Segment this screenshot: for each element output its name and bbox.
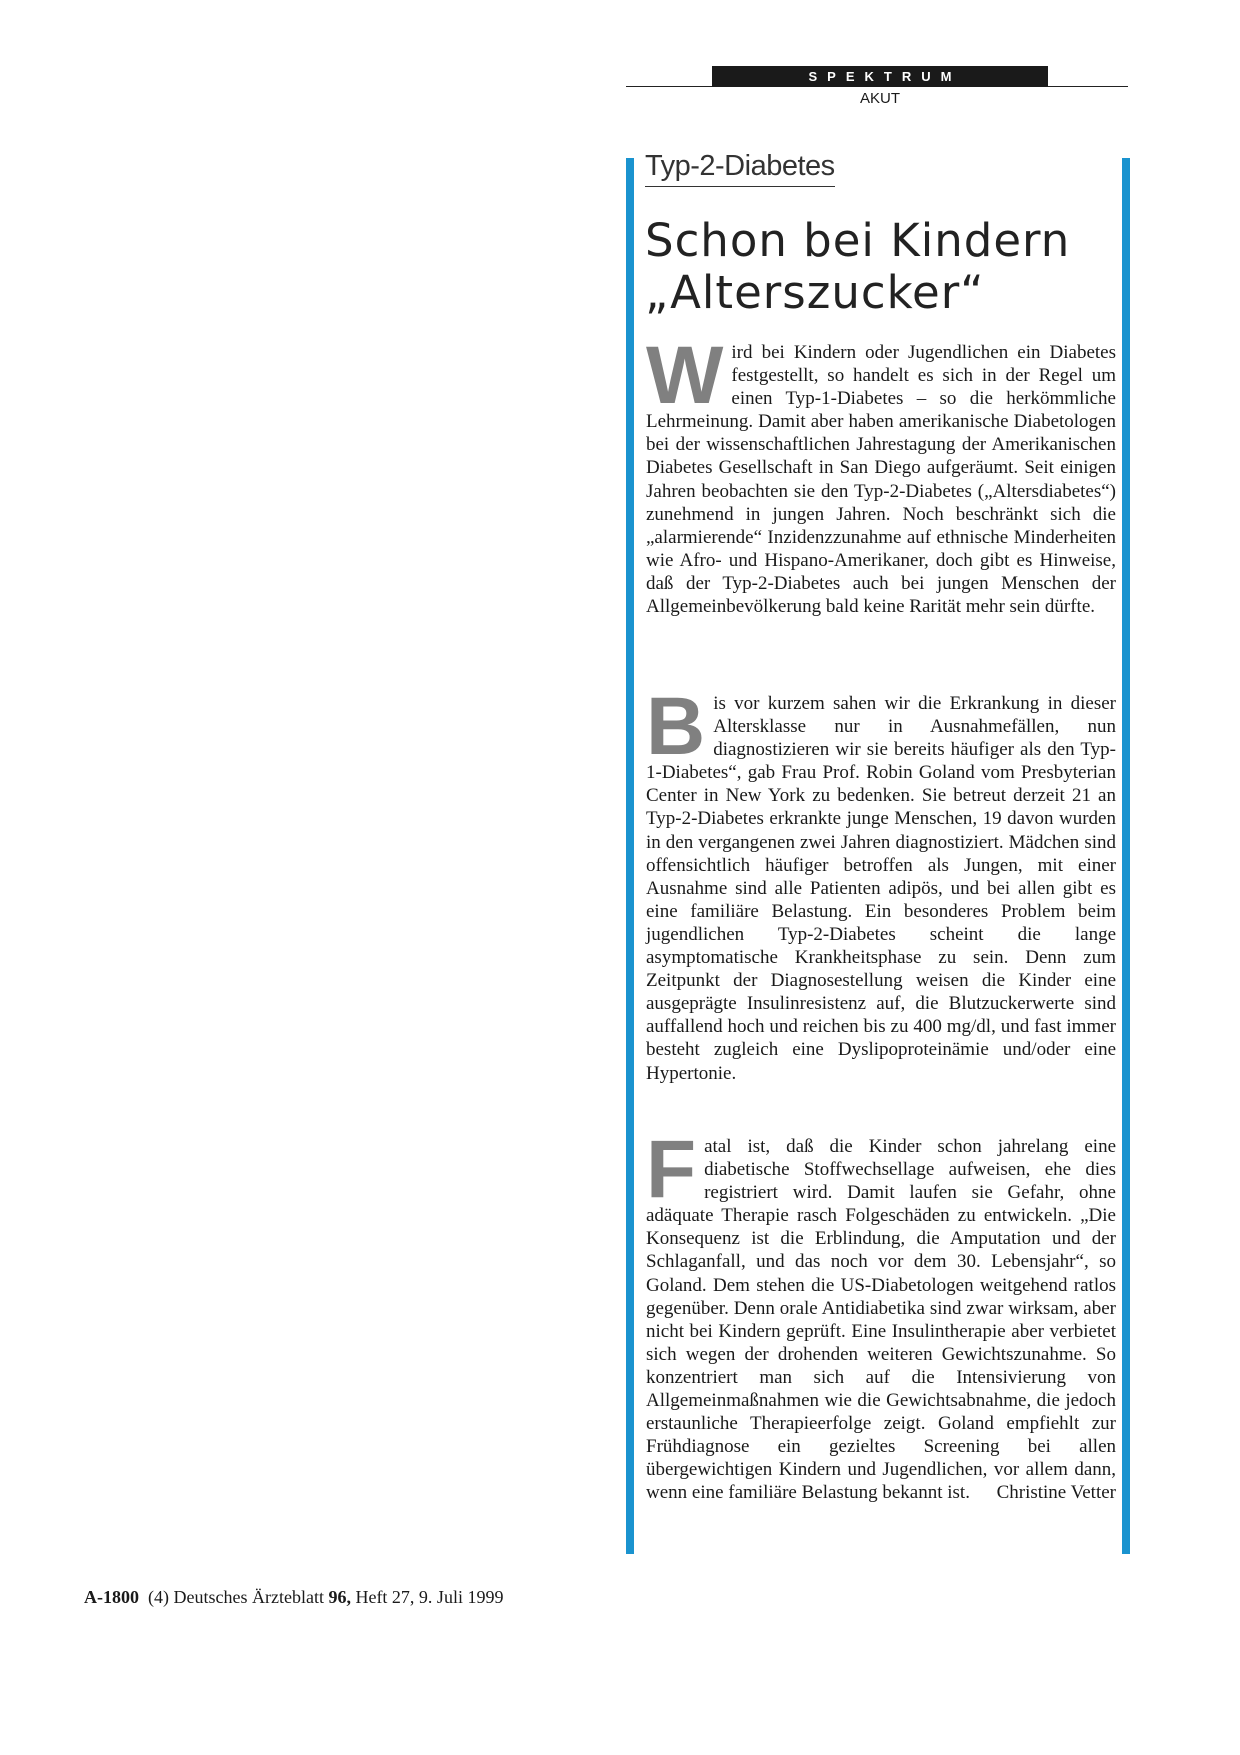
accent-bar-right [1122,158,1130,1554]
journal-issue: Heft 27, 9. Juli 1999 [355,1587,504,1607]
article-kicker: Typ-2-Diabetes [645,150,835,187]
paragraph-text: ird bei Kindern oder Jugendlichen ein Diabetes festgestellt, so handelt es sich in der Regel um einen Typ-1-Diabetes – so die herkömmliche Lehrmeinung. Damit aber haben amerikanische Diabetologen bei der wissenschaftlichen Jahrestagung der Amerikanischen Diabetes Gesellschaft in San Diego aufgeräumt. Seit einigen Jahren beobachten sie den Typ-2-Diabetes („Altersdiabetes“) zunehmend in jungen Jahren. Noch beschränkt sich die „alarmierende“ Inzidenzzunahme auf ethnische Minderheiten wie Afro- und Hispano-Amerikaner, doch gibt es Hinweise, daß der Typ-2-Diabetes auch bei jungen Menschen der Allgemeinbevölkerung bald keine Rarität mehr sein dürfte. [646,342,1116,618]
paragraph-text: is vor kurzem sahen wir die Erkrankung in dieser Altersklasse nur in Ausnahmefällen, nun diagnostizieren wir sie bereits häufiger als den Typ-1-Diabetes“, gab Frau Prof. Robin Goland vom Presbyterian Center in New York zu bedenken. Sie betreut derzeit 21 an Typ-2-Diabetes erkrankte junge Menschen, 19 davon wurden in den vergangenen zwei Jahren diagnostiziert. Mädchen sind offensichtlich häufiger betroffen als Jungen, mit einer Ausnahme sind alle Patienten adipös, und bei allen gibt es eine familiäre Belastung. Ein besonderes Problem beim jugendlichen Typ-2-Diabetes scheint die lange asymptomatische Krankheitsphase zu sein. Denn zum Zeitpunkt der Diagnosestellung weisen die Kinder eine ausgeprägte Insulinresistenz auf, die Blutzuckerwerte sind auffallend hoch und reichen bis zu 400 mg/dl, und fast immer besteht zugleich eine Dyslipoproteinämie und/oder eine Hypertonie. [646,693,1116,1084]
article-paragraph [646,330,1116,618]
article-author: Christine Vetter [996,1482,1116,1504]
drop-cap: B [646,681,706,772]
journal-volume: 96, [328,1587,351,1607]
headline-line-1: Schon bei Kindern [645,214,1071,267]
article-headline [645,215,1115,319]
page-index: (4) [148,1587,169,1607]
page-footer [84,1587,503,1608]
article-paragraph [646,681,1116,1085]
article-paragraph [646,1124,1116,1505]
paragraph-text: atal ist, daß die Kinder schon jahrelang eine diabetische Stoffwechsellage aufweisen, ehe dies registriert wird. Damit laufen sie Gefahr, ohne adäquate Therapie rasch Folgeschäden zu entwickeln. „Die Konsequenz ist die Erblindung, die Amputation und der Schlaganfall, und das noch vor dem 30. Lebensjahr“, so Goland. Dem stehen die US-Diabetologen weitgehend ratlos gegenüber. Denn orale Antidiabetika sind zwar wirksam, aber nicht bei Kindern geprüft. Eine Insulintherapie aber verbietet sich wegen der drohenden weiteren Gewichtszunahme. So konzentriert man sich auf die Intensivierung von Allgemeinmaßnahmen wie die Gewichtsabnahme, die jedoch erstaunliche Therapieerfolge zeigt. Goland empfiehlt zur Frühdiagnose ein gezieltes Screening bei allen übergewichtigen Kindern und Jugendlichen, vor allem dann, wenn eine familiäre Belastung bekannt ist. [646,1136,1116,1504]
page-number: A-1800 [84,1587,139,1607]
subsection-label: AKUT [859,90,900,107]
section-banner: SPEKTRUM [712,66,1048,87]
accent-bar-left [626,158,634,1554]
drop-cap: W [646,330,724,421]
drop-cap: F [646,1124,697,1215]
headline-line-2: „Alterszucker“ [645,266,985,319]
journal-name: Deutsches Ärzteblatt [173,1587,324,1607]
